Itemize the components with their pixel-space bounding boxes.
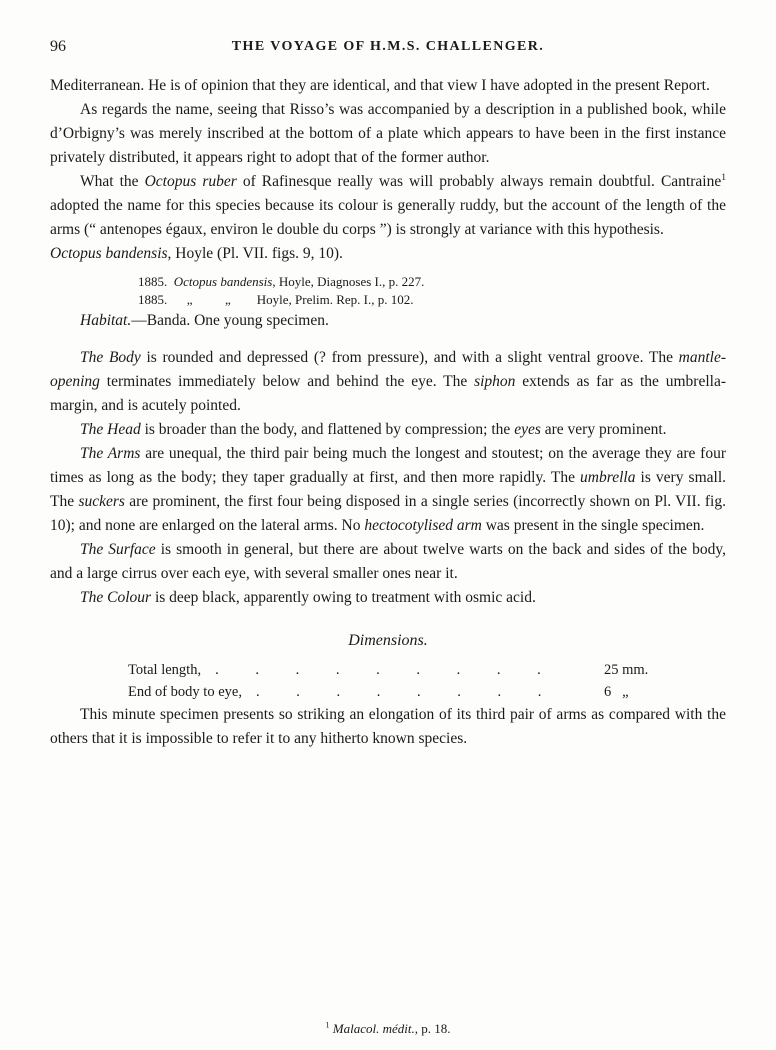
paragraph-surface: The Surface is smooth in general, but there are about twelve warts on the back and sides of the body, and a large cirrus over each eye, with several smaller ones near it. — [50, 541, 726, 582]
dimensions-table — [128, 659, 676, 703]
synonymy-entry: 1885. Octopus bandensis, Hoyle, Diagnoses I., p. 227. — [138, 274, 425, 289]
paragraph-colour: The Colour is deep black, apparently owing to treatment with osmic acid. — [80, 589, 536, 606]
dot-leader: . . . . . . . . — [255, 684, 542, 700]
page-number: 96 — [50, 38, 66, 55]
page-header — [50, 38, 726, 60]
dimensions-title: Dimensions. — [348, 632, 428, 649]
footnote: $^1$ Malacol. médit., p. 18. — [325, 1020, 451, 1036]
dimension-label: Total length, — [128, 662, 202, 678]
running-header: THE VOYAGE OF H.M.S. CHALLENGER. — [231, 39, 545, 54]
description-section — [50, 346, 726, 610]
paragraph-octopus-ruber: What the Octopus ruber of Rafinesque really was will probably always remain doubtful. Cantraine$^1$ adopted the name for this species because its colour is generally ruddy, but the account of the length of the arms (“ antenopes égaux, environ le double du corps ”) is strongly at variance with this hypothesis. — [50, 171, 726, 238]
paragraph-body: The Body is rounded and depressed (? from pressure), and with a slight ventral groove. The mantle-opening terminates immediately below and behind the eye. The siphon extends as far as the umbrella-margin, and is acutely pointed. — [50, 349, 726, 414]
paragraph-arms: The Arms are unequal, the third pair being much the longest and stoutest; on the average they are four times as long as the body; they taper gradually at first, and then more rapidly. The umbrella is very small. The suckers are prominent, the first four being disposed in a single series (incorrectly shown on Pl. VII. fig. 10); and none are enlarged on the lateral arms. No hectocotylised arm was present in the single specimen. — [50, 445, 726, 534]
table-row — [128, 681, 676, 703]
synonymy-list — [138, 273, 726, 309]
dot-leader: . . . . . . . . . — [215, 662, 541, 678]
habitat-line: Habitat.—Banda. One young specimen. — [80, 312, 329, 329]
table-row — [128, 659, 676, 681]
dimension-label: End of body to eye, — [128, 684, 242, 700]
paragraph-mediterranean: Mediterranean. He is of opinion that they are identical, and that view I have adopted in the present Report. — [50, 77, 710, 94]
paragraph-as-regards: As regards the name, seeing that Risso’s was accompanied by a description in a published book, while d’Orbigny’s was merely inscribed at the bottom of a plate which appears to have been in the first instance privately distributed, it appears right to adopt that of the former author. — [50, 101, 726, 166]
paragraph-head: The Head is broader than the body, and flattened by compression; the eyes are very prominent. — [80, 421, 667, 438]
species-heading: Octopus bandensis, Hoyle (Pl. VII. figs. 9, 10). — [50, 245, 343, 262]
dimension-value: 25 mm. — [604, 662, 649, 678]
paragraph-closing: This minute specimen presents so striking an elongation of its third pair of arms as compared with the others that it is impossible to refer it to any hitherto known species. — [50, 706, 726, 747]
dimension-value: 6 „ — [604, 684, 629, 700]
body-text — [50, 74, 726, 751]
synonymy-entry: 1885. „ „ Hoyle, Prelim. Rep. I., p. 102. — [138, 292, 414, 307]
